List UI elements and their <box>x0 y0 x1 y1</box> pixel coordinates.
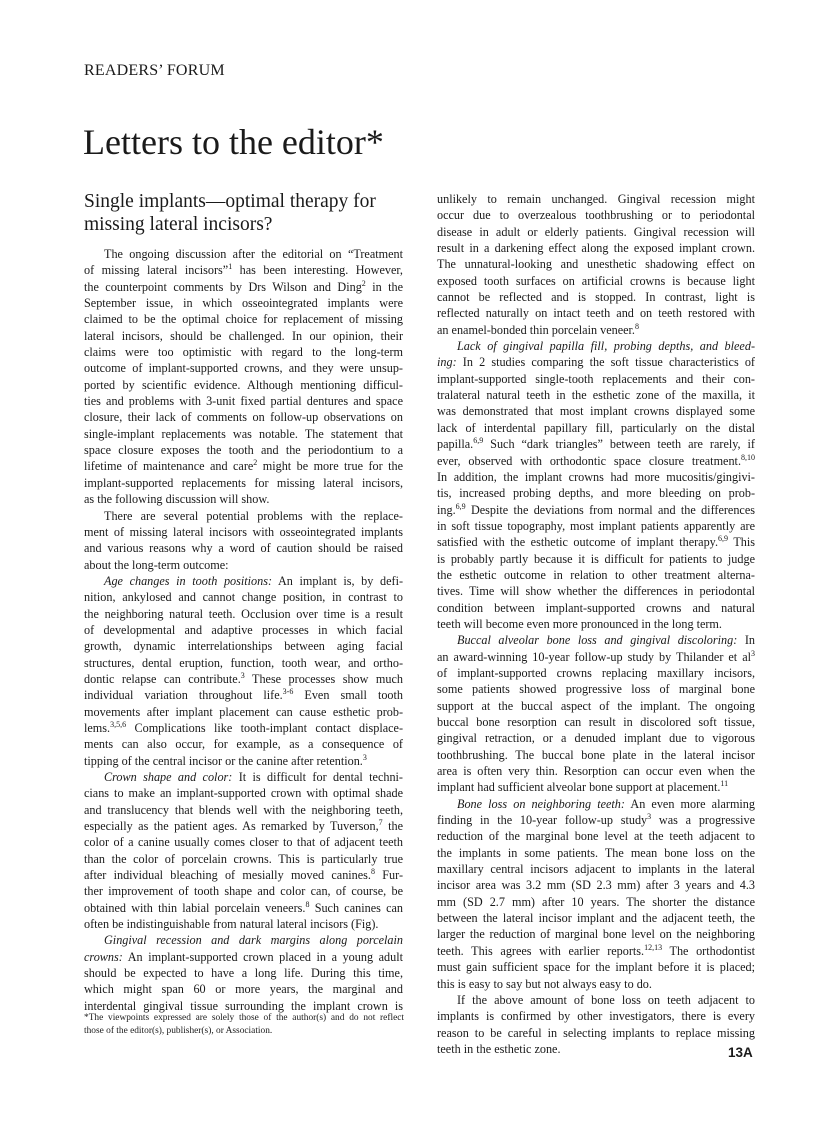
text-line <box>437 502 755 518</box>
text-run: and translucency that blends well with the neighboring teeth, <box>84 802 403 817</box>
text-run: disease in adult or elderly patients. Gingival recession will <box>437 224 755 239</box>
text-run: tralateral natural teeth in the esthetic zone of the maxilla, it <box>437 388 755 403</box>
reference-superscript: 8 <box>370 867 375 877</box>
reference-superscript: 3 <box>647 812 652 822</box>
text-run: reason to be careful in selecting implants to replace missing <box>437 1025 755 1040</box>
text-line <box>437 910 755 926</box>
text-line <box>84 834 403 850</box>
text-run: implant-supported single-tooth replacements and their con- <box>437 371 755 386</box>
text-run: ing. <box>437 502 456 517</box>
reference-superscript: 3-6 <box>282 687 294 697</box>
text-line <box>84 883 403 899</box>
reference-superscript: 2 <box>253 458 258 468</box>
text-run: gingival retraction, or a denuded implant due to vigorous <box>437 731 755 746</box>
text-run: Despite the deviations from normal and the differences <box>465 502 755 517</box>
text-line <box>84 393 403 409</box>
reference-superscript: 6,9 <box>473 436 484 446</box>
text-line <box>437 796 755 812</box>
text-run: ties and problems with 3-unit fixed partial dentures and space <box>84 394 403 409</box>
text-run: closure, their lack of comments on follow-up observations on <box>84 410 403 425</box>
text-line <box>84 671 403 687</box>
text-line <box>437 322 755 338</box>
text-line <box>437 1041 755 1057</box>
text-line <box>84 589 403 605</box>
text-line <box>437 256 755 272</box>
text-line <box>84 704 403 720</box>
text-run: the counterpoint comments by Drs Wilson and Ding <box>84 279 362 294</box>
page-number: 13A <box>728 1045 753 1060</box>
text-line <box>437 943 755 959</box>
text-line <box>437 632 755 648</box>
text-line <box>84 851 403 867</box>
text-run: an enamel-bonded thin porcelain veneer. <box>437 322 635 337</box>
text-run: tipping of the central incisor or the canine after retention. <box>84 753 363 768</box>
text-line <box>437 224 755 240</box>
footnote <box>84 1012 404 1038</box>
reference-superscript: 2 <box>361 278 366 288</box>
text-run: incisor area was 3.2 mm (SD 2.3 mm) after 3 years and 4.3 <box>437 878 755 893</box>
text-line <box>84 638 403 654</box>
text-line <box>437 1008 755 1024</box>
text-line <box>84 475 403 491</box>
text-run: ther improvement of tooth shape and color can, of course, be <box>84 884 403 899</box>
text-run: interdental gingival tissue surrounding the implant crown is <box>84 998 403 1013</box>
text-run: might be more true for the <box>257 459 403 474</box>
text-line <box>437 453 755 469</box>
text-line <box>84 949 403 965</box>
text-line <box>437 877 755 893</box>
text-line <box>84 720 403 736</box>
text-run: implants is confirmed by other investigators, there is every <box>437 1009 755 1024</box>
text-line <box>437 600 755 616</box>
text-line <box>84 540 403 556</box>
text-line <box>437 665 755 681</box>
text-line <box>437 763 755 779</box>
text-line <box>437 207 755 223</box>
text-line <box>437 551 755 567</box>
reference-superscript: 3,5,6 <box>110 719 127 729</box>
text-run: larger the reduction of marginal bone level on the neighboring <box>437 927 755 942</box>
text-line <box>437 273 755 289</box>
reference-superscript: 6,9 <box>718 534 729 544</box>
text-line <box>84 442 403 458</box>
text-line <box>84 328 403 344</box>
text-run: movements after implant placement can cause esthetic prob- <box>84 704 403 719</box>
text-run: claimed to be the optimal choice for replacement of missing <box>84 312 403 327</box>
reference-superscript: 11 <box>720 779 729 789</box>
subheading-inline: Crown shape and color: <box>104 770 233 784</box>
text-run: lateral incisors, should be challenged. In our opinion, their <box>84 328 403 343</box>
text-line <box>437 681 755 697</box>
text-run: cians to make an implant-supported crown with optimal shade <box>84 786 403 801</box>
text-line <box>84 622 403 638</box>
right-column <box>437 191 755 1057</box>
text-line <box>84 655 403 671</box>
text-run: teeth. This agrees with earlier reports. <box>437 943 645 958</box>
text-line <box>437 730 755 746</box>
text-line <box>84 246 403 262</box>
text-run: maxillary central incisors adjacent to implants in the lateral <box>437 862 755 877</box>
text-line <box>437 534 755 550</box>
footnote-line: *The viewpoints expressed are solely those of the author(s) and do not reflect <box>84 1013 404 1023</box>
text-run: This <box>728 535 755 550</box>
text-run: the implants in some patients. The mean bone loss on the <box>437 845 755 860</box>
text-line <box>437 812 755 828</box>
text-run: mm (SD 2.7 mm) after 10 years. The shorter the distance <box>437 894 755 909</box>
text-line <box>437 926 755 942</box>
text-run: lifetime of maintenance and care <box>84 459 254 474</box>
text-line <box>437 387 755 403</box>
text-run: unlikely to remain unchanged. Gingival recession might <box>437 192 755 206</box>
text-line <box>84 279 403 295</box>
text-run: should be expected to have a long life. During this time, <box>84 966 403 981</box>
text-run: Complications like tooth-implant contact displace- <box>126 720 403 735</box>
text-line <box>437 861 755 877</box>
text-run: satisfied with the esthetic outcome of implant therapy. <box>437 535 719 550</box>
text-line <box>84 426 403 442</box>
text-line <box>437 354 755 370</box>
reference-superscript: 3 <box>240 670 245 680</box>
text-line <box>437 976 755 992</box>
text-run: in soft tissue topography, most implant patients apparently are <box>437 518 755 533</box>
text-line <box>84 295 403 311</box>
text-run: tis, increased probing depths, and more bleeding on prob- <box>437 486 755 501</box>
text-line <box>84 736 403 752</box>
text-run: outcome of implant-supported crowns, and they were unsup- <box>84 361 403 376</box>
text-run: area is often very thin. Resorption can occur even when the <box>437 764 755 779</box>
text-run: cannot be reflected and is stopped. In contrast, light is <box>437 290 755 305</box>
text-line <box>84 981 403 997</box>
text-run: space closure exposes the tooth and the periodontium to a <box>84 443 403 458</box>
text-run: finding in the 10-year follow-up study <box>437 813 648 828</box>
text-run: as the following discussion will show. <box>84 492 270 507</box>
text-run: tives. Time will show whether the differences in periodontal <box>437 584 755 599</box>
reference-superscript: 1 <box>228 262 233 272</box>
text-line <box>84 557 403 573</box>
text-line <box>437 779 755 795</box>
text-run: of implant-supported crowns replacing maxillary incisors, <box>437 665 755 680</box>
text-line <box>84 606 403 622</box>
text-run: teeth in the esthetic zone. <box>437 1041 561 1056</box>
reference-superscript: 8 <box>305 899 310 909</box>
text-line <box>84 311 403 327</box>
text-run: the <box>382 819 404 834</box>
text-line <box>437 420 755 436</box>
text-run: support at the buccal aspect of the implant. The ongoing <box>437 698 755 713</box>
text-line <box>84 965 403 981</box>
text-line <box>84 409 403 425</box>
text-line <box>437 845 755 861</box>
text-run: in the <box>365 279 404 294</box>
left-column <box>84 246 403 1014</box>
text-run: obtained with thin labial porcelain veneers. <box>84 900 306 915</box>
text-run: toothbrushing. The buccal bone plate in the lateral incisor <box>437 747 755 762</box>
text-line <box>437 403 755 419</box>
text-run: ment of missing lateral incisors with osseointegrated implants <box>84 524 403 539</box>
text-run: There are several potential problems with the replace- <box>104 508 403 523</box>
text-run: In addition, the implant crowns had more mucositis/gingivi- <box>437 469 755 484</box>
text-line <box>84 508 403 524</box>
text-line <box>84 802 403 818</box>
text-run: condition between implant-supported crowns and natural <box>437 600 755 615</box>
text-run: Such canines can <box>309 900 403 915</box>
text-run: of missing lateral incisors” <box>84 263 229 278</box>
text-run: In 2 studies comparing the soft tissue characteristics of <box>456 355 755 370</box>
text-line <box>437 1025 755 1041</box>
text-run: Even small tooth <box>293 688 403 703</box>
text-line <box>437 894 755 910</box>
text-run: which might span 60 or more years, the marginal and <box>84 982 403 997</box>
text-run: the neighboring natural teeth. Occlusion over time is a result <box>84 606 403 621</box>
text-line <box>437 649 755 665</box>
text-line <box>437 698 755 714</box>
reference-superscript: 6,9 <box>455 501 466 511</box>
text-run: The unnatural-looking and unesthetic shadowing effect on <box>437 257 755 272</box>
text-line <box>84 818 403 834</box>
text-run: These processes show much <box>244 671 403 686</box>
text-run: It is difficult for dental techni- <box>232 770 403 784</box>
text-run: color of a canine usually comes closer to that of adjacent teeth <box>84 835 403 850</box>
text-line <box>84 932 403 948</box>
text-run: The ongoing discussion after the editorial on “Treatment <box>104 247 403 261</box>
text-run: and various reasons why a word of caution should be raised <box>84 541 403 556</box>
text-run: Such “dark triangles” between teeth are rarely, if <box>483 437 755 452</box>
text-run: is probably partly because it is difficult for patients to judge <box>437 551 755 566</box>
text-line <box>437 518 755 534</box>
text-line <box>84 785 403 801</box>
text-line <box>437 567 755 583</box>
text-run: occur due to overzealous toothbrushing or to periodontal <box>437 208 755 223</box>
text-line <box>437 714 755 730</box>
text-line <box>437 436 755 452</box>
text-run: after individual bleaching of mesially moved canines. <box>84 868 371 883</box>
subheading-inline: Gingival recession and dark margins along porcelain <box>104 933 403 948</box>
text-run: result in a darkening effect along the exposed implant crown. <box>437 241 755 256</box>
text-run: The orthodontist <box>662 943 755 958</box>
reference-superscript: 8,10 <box>741 452 755 462</box>
text-run: was a progressive <box>651 813 756 828</box>
text-run: Fur- <box>374 868 404 883</box>
section-label: READERS’ FORUM <box>84 62 225 79</box>
text-run: implant-supported replacements for missing lateral incisors, <box>84 475 403 490</box>
text-run: an award-winning 10-year follow-up study by Thilander et al <box>437 649 751 664</box>
text-line <box>84 867 403 883</box>
reference-superscript: 7 <box>378 818 383 828</box>
text-line <box>437 371 755 387</box>
text-run: An implant-supported crown placed in a young adult <box>122 949 403 964</box>
text-line <box>437 828 755 844</box>
text-line <box>437 959 755 975</box>
text-line <box>437 240 755 256</box>
text-run: of developmental and adaptive processes in which facial <box>84 622 403 637</box>
text-run: the esthetic outcome in relation to other treatment alterna- <box>437 567 755 582</box>
text-line <box>437 289 755 305</box>
text-line <box>84 573 403 589</box>
text-run: An even more alarming <box>624 796 755 811</box>
subheading-inline: Buccal alveolar bone loss and gingival discoloring: <box>457 633 738 648</box>
text-run: must gain sufficient space for the implant before it is placed; <box>437 960 755 975</box>
text-run: implant had sufficient alveolar bone support at placement. <box>437 780 721 795</box>
subheading-inline: ing: <box>437 355 457 370</box>
text-run: especially as the patient ages. As remarked by Tuverson, <box>84 819 379 834</box>
text-run: papilla. <box>437 437 474 452</box>
text-run: reduction of the marginal bone level at the teeth adjacent to <box>437 829 755 844</box>
text-run: about the long-term outcome: <box>84 557 229 572</box>
text-line <box>84 377 403 393</box>
text-line <box>437 616 755 632</box>
letter-heading-line: Single implants—optimal therapy for <box>84 191 376 212</box>
text-line <box>437 583 755 599</box>
letter-heading <box>84 190 404 236</box>
text-run: than the color of porcelain crowns. This is particularly true <box>84 851 403 866</box>
text-run: growth, dynamic interrelationships between aging facial <box>84 639 403 654</box>
text-run: buccal bone resorption can result in discolored soft tissue, <box>437 715 755 729</box>
page-title: Letters to the editor* <box>83 122 384 162</box>
text-line <box>84 524 403 540</box>
text-line <box>84 458 403 474</box>
text-run: nition, ankylosed and cannot change position, in contrast to <box>84 590 403 605</box>
text-run: was demonstrated that most implant crowns displayed some <box>437 404 755 419</box>
text-run: exposed tooth surfaces on artificial crowns is because light <box>437 273 755 288</box>
text-run: lems. <box>84 720 111 735</box>
text-run: If the above amount of bone loss on teeth adjacent to <box>457 992 755 1007</box>
subheading-inline: Age changes in tooth positions: <box>104 573 273 588</box>
text-run: In <box>737 633 755 648</box>
text-run: single-implant replacements was notable. The statement that <box>84 426 403 441</box>
text-line <box>84 491 403 507</box>
letter-heading-line: missing lateral incisors? <box>84 214 273 235</box>
reference-superscript: 3 <box>751 648 755 658</box>
text-run: structures, dental eruption, function, tooth wear, and ortho- <box>84 655 403 670</box>
reference-superscript: 12,13 <box>644 942 663 952</box>
text-run: ever, observed with orthodontic space closure treatment. <box>437 453 741 468</box>
text-line <box>437 469 755 485</box>
text-line <box>84 360 403 376</box>
text-run: teeth will become even more pronounced in the long term. <box>437 616 722 631</box>
text-run: September issue, in which osseointegrated implants were <box>84 296 403 311</box>
text-run: individual variation throughout life. <box>84 688 283 703</box>
text-line <box>437 747 755 763</box>
text-run: An implant is, by defi- <box>272 573 404 588</box>
text-run: some patients showed progressive loss of marginal bone <box>437 682 755 697</box>
text-run: often be indistinguishable from natural lateral incisors (Fig). <box>84 917 379 932</box>
reference-superscript: 3 <box>362 752 367 762</box>
text-line <box>84 344 403 360</box>
text-line <box>437 338 755 354</box>
text-run: ported by scientific evidence. Although mentioning difficul- <box>84 377 403 392</box>
text-line <box>84 262 403 278</box>
text-line <box>437 191 755 207</box>
subheading-inline: Lack of gingival papilla fill, probing depths, and bleed- <box>457 339 755 354</box>
text-line <box>84 753 403 769</box>
text-line <box>84 916 403 932</box>
text-run: between the lateral incisor implant and the adjacent teeth, the <box>437 911 755 926</box>
text-run: ments can also occur, for example, as a consequence of <box>84 737 403 752</box>
text-run: dontic relapse can contribute. <box>84 671 241 686</box>
subheading-inline: crowns: <box>84 949 123 964</box>
text-line <box>437 305 755 321</box>
text-run: reflected naturally on intact teeth and on teeth restored with <box>437 306 755 321</box>
reference-superscript: 8 <box>634 321 639 331</box>
text-line <box>437 992 755 1008</box>
subheading-inline: Bone loss on neighboring teeth: <box>457 796 625 811</box>
text-run: claims were too optimistic with regard to the long-term <box>84 345 403 360</box>
text-run: lack of interdental papillary fill, particularly on the distal <box>437 420 755 435</box>
text-run: has been interesting. However, <box>232 263 403 278</box>
footnote-line: those of the editor(s), publisher(s), or Association. <box>84 1026 273 1036</box>
text-line <box>84 687 403 703</box>
text-line <box>437 485 755 501</box>
text-run: this is easy to say but not always easy to do. <box>437 976 652 991</box>
text-line <box>84 900 403 916</box>
text-line <box>84 769 403 785</box>
